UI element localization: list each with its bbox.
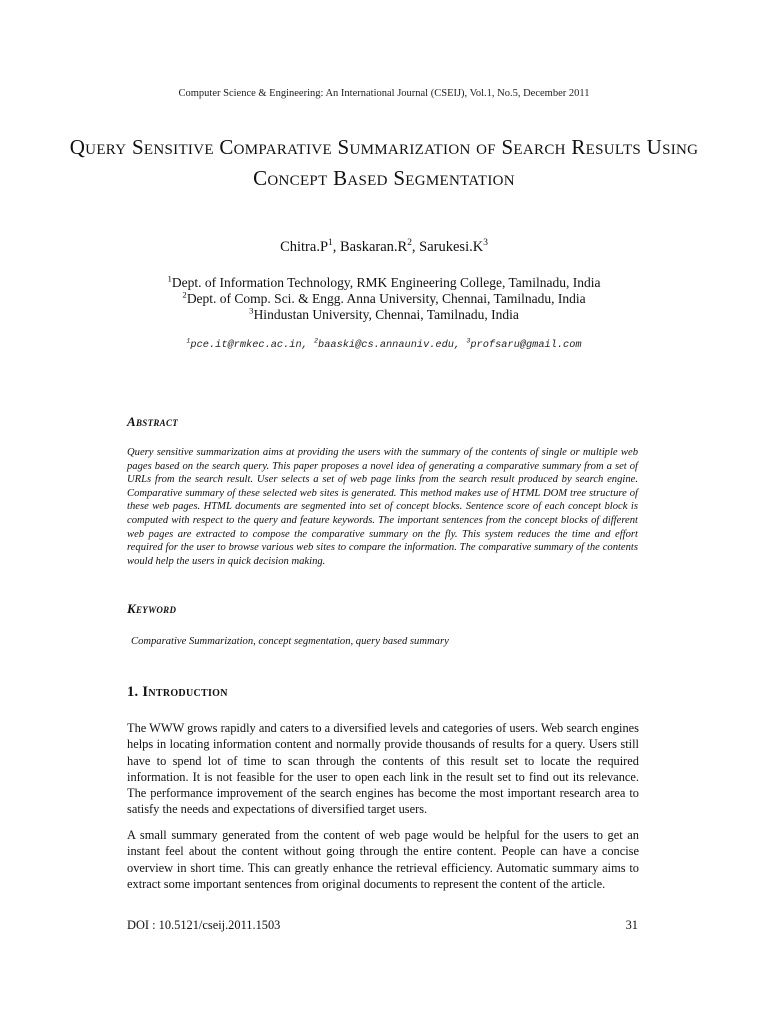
affiliation-marker: 3 [249,305,254,316]
author-separator: , [332,239,340,255]
abstract-body: Query sensitive summarization aims at providing the users with the summary of the contents of single or multiple web pages based on the search query. This paper proposes a novel idea of generating a comparative summary from a set of URLs from the search result. User selects a set of web page links from the search result produced by search engine. Comparative summary of these selected web sites is generated. This method makes use of HTML DOM tree structure of these web pages. HTML documents are segmented into set of concept blocks. Sentence score of each concept block is computed with respect to the query and feature keywords. The important sentences from the concept blocks of different web pages are extracted to compose the comparative summary on the fly. This system reduces the time and effort required for the user to browse various web sites to compare the information. The comparative summary of the contents would help the users in quick decision making. [127,447,638,567]
introduction-paragraph: The WWW grows rapidly and caters to a diversified levels and categories of users. Web search engines helps in locating information content and normally provide thousands of results for a query. Users still have to spend lot of time to scan through the contents of this result set to locate the required information. It is not feasible for the user to open each link in the result set to find out its relevance. The performance improvement of the search engines has become the most important research area to satisfy the needs and expectations of diversified target users. [127,721,639,817]
affiliation-marker: 2 [182,289,187,300]
page-number: 31 [625,918,638,932]
email-marker: 2 [314,337,319,346]
author-affiliation-marker: 2 [407,238,412,249]
author-separator: , [411,239,420,255]
email-address: pce.it@rmkec.ac.in [190,339,302,351]
email-marker: 1 [186,337,191,346]
author-name: Sarukesi.K [419,239,484,255]
affiliation-text: Hindustan University, Chennai, Tamilnadu, India [253,307,519,322]
abstract-heading: Abstract [127,414,179,429]
running-header: Computer Science & Engineering: An International Journal (CSEIJ), Vol.1, No.5, December 2011 [178,88,590,99]
introduction-paragraph: A small summary generated from the content of web page would be helpful for the users to get an instant feel about the content without going through the entire content. People can have a concise overview in short time. This can greatly enhance the retrieval efficiency. Automatic summary aims to extract some important sentences from original documents to represent the content of the article. [127,828,639,891]
email-address: baaski@cs.annauniv.edu [318,339,454,351]
footer-doi: DOI : 10.5121/cseij.2011.1503 [127,918,281,932]
affiliation-line [0,275,768,291]
author-affiliation-marker: 3 [483,238,488,249]
paper-title: Query Sensitive Comparative Summarization of Search Results Using Concept Based Segmentation [69,135,699,190]
affiliation-text: Dept. of Information Technology, RMK Engineering College, Tamilnadu, India [171,275,601,290]
email-address: profsaru@gmail.com [470,339,582,351]
keyword-heading: Keyword [127,601,177,616]
author-name: Chitra.P [280,239,329,255]
affiliation-text: Dept. of Comp. Sci. & Engg. Anna University, Chennai, Tamilnadu, India [186,291,586,306]
email-separator: , [453,339,467,351]
keyword-body: Comparative Summarization, concept segmentation, query based summary [131,636,449,647]
introduction-heading: 1. Introduction [127,684,228,700]
affiliation-marker: 1 [167,273,172,284]
email-marker: 3 [466,337,471,346]
author-affiliation-marker: 1 [328,238,333,249]
email-list [0,339,768,351]
author-list [0,239,768,256]
author-name: Baskaran.R [339,239,408,255]
affiliation-list [0,275,768,323]
affiliation-line [0,307,768,323]
affiliation-line [0,291,768,307]
email-separator: , [301,339,315,351]
